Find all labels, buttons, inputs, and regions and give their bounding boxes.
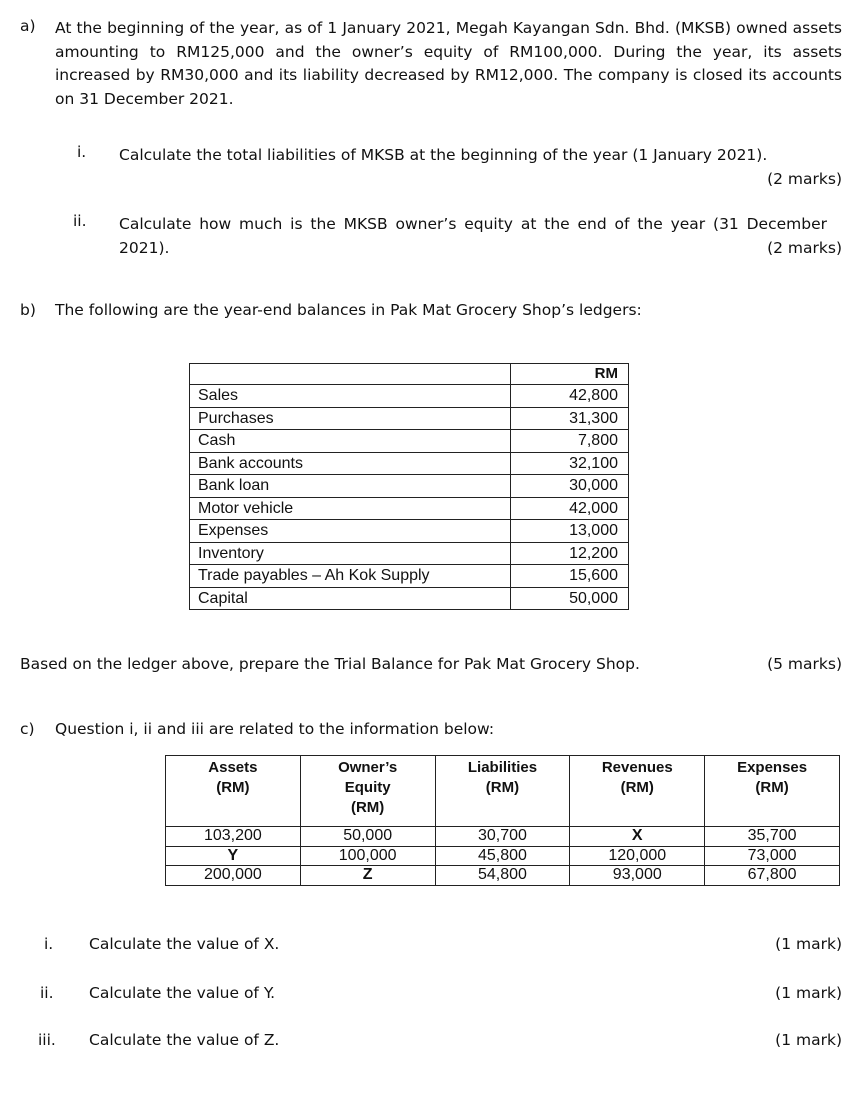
part-b-marks: (5 marks): [767, 655, 842, 673]
ledger-amount: 15,600: [511, 565, 629, 588]
ledger-item: Expenses: [190, 520, 511, 543]
ledger-amount: 12,200: [511, 542, 629, 565]
equation-cell: 120,000: [570, 846, 705, 866]
ledger-amount: 31,300: [511, 407, 629, 430]
ledger-row: [190, 385, 629, 408]
part-c-question-number: i.: [44, 935, 54, 953]
part-c-question-number: iii.: [38, 1031, 56, 1049]
ledger-row: [190, 497, 629, 520]
equation-cell: X: [570, 827, 705, 847]
part-b-instruction: Based on the ledger above, prepare the Trial Balance for Pak Mat Grocery Shop.: [20, 655, 640, 673]
equation-cell: 30,700: [435, 827, 570, 847]
equation-cell: 45,800: [435, 846, 570, 866]
ledger-item: Capital: [190, 587, 511, 610]
equation-cell: 35,700: [705, 827, 840, 847]
ledger-row: [190, 430, 629, 453]
equation-cell: 200,000: [166, 866, 301, 886]
ledger-item: Purchases: [190, 407, 511, 430]
equation-cell: 100,000: [300, 846, 435, 866]
equation-cell: 67,800: [705, 866, 840, 886]
equation-header-cell: Assets (RM): [166, 756, 301, 827]
part-c-question-number: ii.: [40, 984, 54, 1002]
ledger-balances-table: [189, 363, 629, 610]
ledger-row: [190, 452, 629, 475]
equation-header-cell: Owner’s Equity (RM): [300, 756, 435, 827]
part-c-question-text: Calculate the value of Z.: [89, 1031, 280, 1049]
ledger-row: [190, 565, 629, 588]
ledger-amount: 7,800: [511, 430, 629, 453]
ledger-amount: 32,100: [511, 452, 629, 475]
ledger-row: [190, 542, 629, 565]
part-a-q2-number: ii.: [73, 212, 87, 230]
equation-row: [166, 866, 840, 886]
equation-cell: 50,000: [300, 827, 435, 847]
ledger-item: Trade payables – Ah Kok Supply: [190, 565, 511, 588]
ledger-row: [190, 407, 629, 430]
ledger-item: Cash: [190, 430, 511, 453]
part-a-q1-marks: (2 marks): [767, 170, 842, 188]
ledger-amount: 30,000: [511, 475, 629, 498]
equation-cell: Z: [300, 866, 435, 886]
ledger-item: Motor vehicle: [190, 497, 511, 520]
part-c-question-text: Calculate the value of Y.: [89, 984, 276, 1002]
part-c-question-marks: (1 mark): [775, 1031, 842, 1049]
part-b-intro: The following are the year-end balances in Pak Mat Grocery Shop’s ledgers:: [55, 301, 642, 319]
part-c-question-marks: (1 mark): [775, 935, 842, 953]
equation-header-cell: Expenses (RM): [705, 756, 840, 827]
part-a-label: a): [20, 17, 36, 35]
accounting-equation-table: [165, 755, 840, 886]
ledger-item: Bank accounts: [190, 452, 511, 475]
equation-cell: 54,800: [435, 866, 570, 886]
ledger-row: [190, 587, 629, 610]
ledger-header-row: [190, 364, 629, 385]
equation-header-cell: Liabilities (RM): [435, 756, 570, 827]
part-c-intro: Question i, ii and iii are related to the information below:: [55, 720, 495, 738]
equation-row: [166, 846, 840, 866]
ledger-item: Inventory: [190, 542, 511, 565]
part-a-q1-text: Calculate the total liabilities of MKSB at the beginning of the year (1 January 2021).: [119, 146, 768, 164]
part-a-q2-marks: (2 marks): [767, 239, 842, 257]
equation-row: [166, 827, 840, 847]
ledger-item: Bank loan: [190, 475, 511, 498]
ledger-item: Sales: [190, 385, 511, 408]
ledger-row: [190, 520, 629, 543]
ledger-header-rm: RM: [511, 364, 629, 385]
equation-cell: 73,000: [705, 846, 840, 866]
part-b-label: b): [20, 301, 36, 319]
part-c-question-text: Calculate the value of X.: [89, 935, 280, 953]
equation-cell: 103,200: [166, 827, 301, 847]
part-c-question-marks: (1 mark): [775, 984, 842, 1002]
part-a-text: At the beginning of the year, as of 1 January 2021, Megah Kayangan Sdn. Bhd. (MKSB) owned assets amounting to RM125,000 and the owner’s equity of RM100,000. During the year, its assets increased by RM30,000 and its liability decreased by RM12,000. The company is closed its accounts on 31 December 2021.: [55, 19, 842, 108]
ledger-amount: 50,000: [511, 587, 629, 610]
ledger-amount: 42,800: [511, 385, 629, 408]
ledger-amount: 13,000: [511, 520, 629, 543]
equation-cell: Y: [166, 846, 301, 866]
part-a-q2-text: Calculate how much is the MKSB owner’s equity at the end of the year (31 December 2021).: [119, 215, 827, 257]
equation-header-row: [166, 756, 840, 827]
equation-header-cell: Revenues (RM): [570, 756, 705, 827]
part-a-q1-number: i.: [77, 143, 87, 161]
ledger-row: [190, 475, 629, 498]
equation-cell: 93,000: [570, 866, 705, 886]
ledger-amount: 42,000: [511, 497, 629, 520]
part-c-label: c): [20, 720, 35, 738]
ledger-header-blank: [190, 364, 511, 385]
